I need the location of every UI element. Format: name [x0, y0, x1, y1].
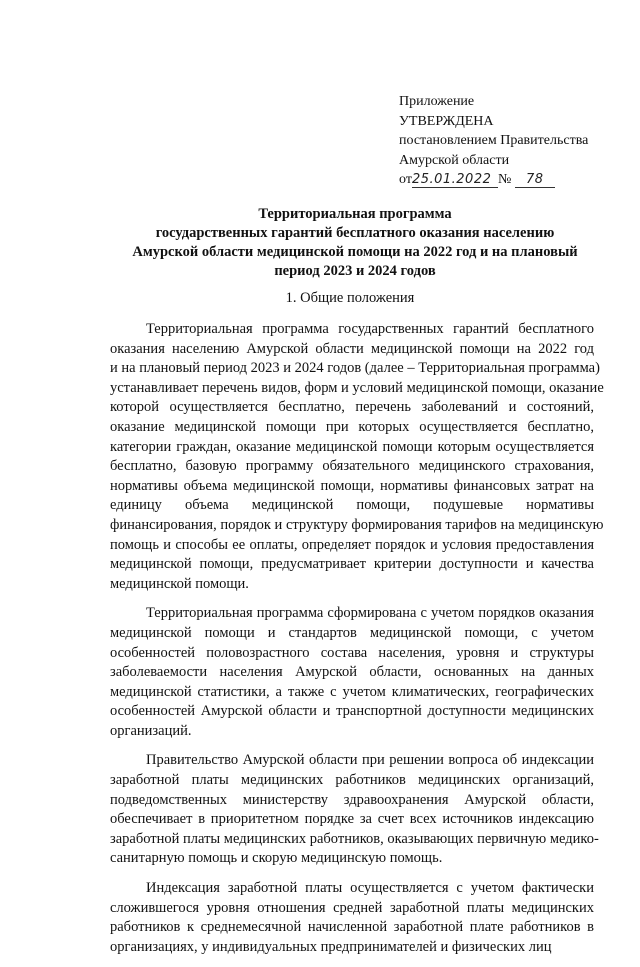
handwritten-number: 78 — [515, 173, 555, 188]
paragraph-line: устанавливает перечень видов, форм и условий медицинской помощи, оказание — [110, 379, 604, 396]
paragraph-line: Территориальная программа государственных гарантий бесплатного — [146, 321, 594, 337]
paragraph-line: нормативы объема медицинской помощи, нормативы финансовых затрат на — [110, 477, 594, 494]
paragraph-line: Правительство Амурской области при решении вопроса об индексации — [146, 752, 594, 769]
paragraph-line: помощь и способы ее оплаты, определяет порядок и условия предоставления — [110, 536, 594, 553]
paragraph-line: медицинской помощи и стандартов медицинской помощи, с учетом — [110, 624, 594, 641]
paragraph-line: санитарную помощь и скорую медицинскую помощь. — [110, 850, 443, 867]
approval-line-appendix: Приложение — [399, 94, 475, 109]
paragraph-line: заболеваемости населения Амурской области, основанных на данных — [110, 664, 594, 681]
paragraph-line: Территориальная программа сформирована с учетом порядков оказания — [146, 605, 594, 622]
approval-from-label: от — [399, 172, 412, 187]
paragraph-line: работников к среднемесячной начисленной заработной плате работников в — [110, 919, 594, 936]
paragraph-line: финансирования, порядок и структуру формирования тарифов на медицинскую — [110, 516, 604, 533]
paragraph-line: и на плановый период 2023 и 2024 годов (далее – Территориальная программа) — [110, 360, 600, 377]
title-line: государственных гарантий бесплатного оказания населению — [155, 225, 555, 241]
paragraph-line: оказания населению Амурской области медицинской помощи на 2022 год — [110, 340, 594, 357]
paragraph-line: обеспечивает в приоритетном порядке за счет всех источников индексацию — [110, 811, 594, 828]
paragraph-line: организациях, у индивидуальных предпринимателей и физических лиц — [110, 938, 552, 955]
approval-number-label: № — [497, 172, 512, 187]
paragraph — [110, 320, 604, 594]
paragraph-line: особенностей половозрастного состава населения, уровня и структуры — [110, 644, 594, 661]
paragraph — [110, 751, 599, 869]
paragraph-line: медицинской помощи. — [110, 575, 249, 592]
paragraph-line: сложившегося уровня отношения средней заработной платы медицинских — [110, 899, 594, 916]
title-line: Территориальная программа — [258, 206, 452, 222]
document-title — [120, 205, 590, 281]
approval-line-resolution: постановлением Правительства — [399, 133, 589, 148]
paragraph-line: подведомственных министерству здравоохранения Амурской области, — [110, 791, 594, 808]
approval-block — [399, 92, 588, 190]
approval-line-region: Амурской области — [399, 152, 510, 168]
approval-line-approved: УТВЕРЖДЕНА — [399, 113, 494, 129]
document-body — [110, 320, 604, 967]
paragraph-line: оказание медицинской помощи при которых осуществляется бесплатно, — [110, 418, 594, 435]
paragraph-line: организаций. — [110, 722, 192, 739]
approval-date-number-line — [399, 170, 588, 190]
paragraph-line: Индексация заработной платы осуществляется с учетом фактически — [146, 880, 594, 897]
paragraph-line: особенностей Амурской области и транспортной доступности медицинских — [110, 703, 594, 720]
title-line: период 2023 и 2024 годов — [274, 263, 436, 279]
paragraph-line: заработной платы медицинских работников, оказывающих первичную медико- — [110, 830, 599, 847]
paragraph-line: категории граждан, оказание медицинской помощи которым осуществляется — [110, 438, 594, 455]
section-heading: 1. Общие положения — [285, 290, 415, 306]
paragraph-line: медицинской помощи, предусматривает критерии доступности и качества — [110, 556, 594, 573]
paragraph — [110, 604, 594, 741]
paragraph-line: единицу объема медицинской помощи, подушевые нормативы — [110, 497, 594, 514]
paragraph-line: бесплатно, базовую программу обязательного медицинского страхования, — [110, 458, 594, 475]
paragraph-line: медицинской статистики, а также с учетом климатических, географических — [110, 683, 594, 700]
paragraph-line: которой осуществляется бесплатно, перечень заболеваний и состояний, — [110, 399, 594, 416]
handwritten-date: 25.01.2022 — [412, 173, 498, 188]
title-line: Амурской области медицинской помощи на 2022 год и на плановый — [132, 244, 578, 260]
paragraph-line: заработной платы медицинских работников медицинских организаций, — [110, 772, 594, 789]
paragraph — [110, 879, 594, 957]
